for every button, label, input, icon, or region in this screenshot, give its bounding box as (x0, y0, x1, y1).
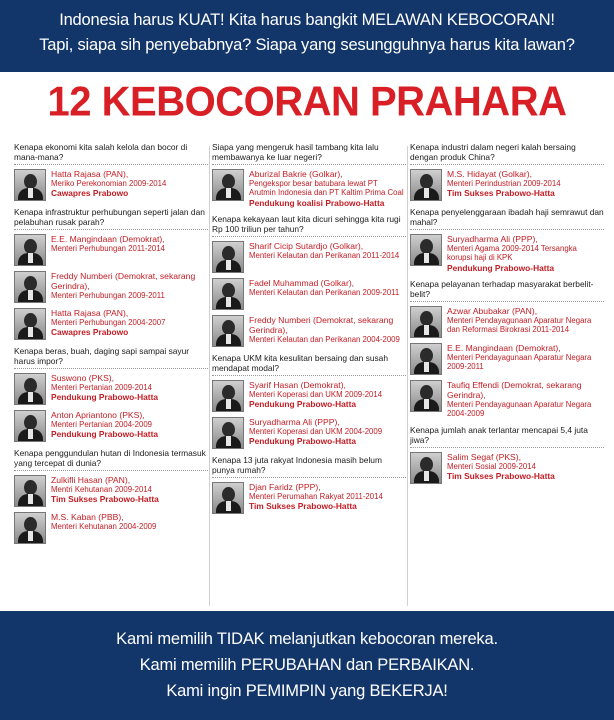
person-info (249, 241, 406, 260)
question-text: Kenapa penyelenggaraan ibadah haji semrawut dan mahal? (410, 207, 604, 230)
person-name: Azwar Abubakar (PAN), (447, 305, 538, 316)
person-position: Meriko Perekonomian 2009-2014 (51, 179, 167, 188)
person-info (447, 306, 604, 335)
person-name: Hatta Rajasa (PAN), (51, 169, 129, 179)
footer-line-3: Kami ingin PEMIMPIN yang BEKERJA! (166, 682, 448, 700)
person-name: Syarif Hasan (Demokrat), (249, 379, 346, 390)
person-info (51, 512, 208, 531)
person-position: Menteri Perhubungan 2011-2014 (51, 244, 165, 253)
person-name: E.E. Mangindaan (Demokrat), (447, 342, 561, 353)
person-entry (410, 452, 604, 484)
person-affiliation: Cawapres Prabowo (51, 327, 129, 338)
question-text: Kenapa kekayaan laut kita dicuri sehingga kita rugi Rp 100 triliun per tahun? (212, 214, 406, 237)
question-text: Siapa yang mengeruk hasil tambang kita lalu membawanya ke luar negeri? (212, 142, 406, 165)
question-section (14, 207, 208, 340)
person-position: Menteri Pendayagunaan Aparatur Negara 2004-2009 (447, 399, 592, 419)
person-name: Hatta Rajasa (PAN), (51, 308, 129, 318)
person-position: Menteri Pendayagunaan Aparatur Negara 2009-2011 (447, 352, 592, 372)
question-text: Kenapa penggundulan hutan di Indonesia termasuk yang tercepat di dunia? (14, 448, 208, 471)
column-1 (14, 142, 208, 610)
person-entry (212, 278, 406, 310)
person-name: Suryadharma Ali (PPP), (249, 416, 340, 427)
person-photo (14, 410, 46, 442)
person-entry (410, 169, 604, 201)
person-entry (212, 241, 406, 273)
person-entry (410, 234, 604, 273)
question-text: Kenapa jumlah anak terlantar mencapai 5,4 juta jiwa? (410, 425, 604, 448)
person-info (249, 315, 406, 344)
question-section (212, 353, 406, 449)
question-section (410, 279, 604, 419)
person-entry (212, 315, 406, 347)
person-info (447, 452, 604, 481)
person-name: Fadel Muhammad (Golkar), (249, 277, 355, 288)
person-position: Menteri Pendayagunaan Aparatur Negara dan Reformasi Birokrasi 2011-2014 (447, 315, 592, 335)
person-position: Menteri Pertanian 2004-2009 (51, 420, 152, 429)
person-affiliation: Tim Sukses Prabowo-Hatta (249, 501, 357, 512)
person-entry (410, 306, 604, 338)
person-position: Menteri Sosial 2009-2014 (447, 461, 536, 471)
person-affiliation: Pendukung Prabowo-Hatta (249, 399, 357, 410)
person-info (249, 482, 406, 511)
person-affiliation: Tim Sukses Prabowo-Hatta (447, 188, 555, 199)
person-name: M.S. Hidayat (Golkar), (447, 169, 533, 179)
question-text: Kenapa UKM kita kesulitan bersaing dan susah mendapat modal? (212, 353, 406, 376)
person-photo (14, 169, 46, 201)
person-info (51, 169, 208, 198)
person-position: Mentri Kehutanan 2009-2014 (51, 485, 153, 494)
person-name: Suryadharma Ali (PPP), (447, 234, 538, 244)
person-position: Menteri Kelautan dan Perikanan 2009-2011 (249, 287, 400, 297)
person-photo (212, 380, 244, 412)
question-section (212, 214, 406, 347)
person-position: Menteri Koperasi dan UKM 2009-2014 (249, 389, 383, 399)
person-info (51, 410, 208, 439)
person-photo (212, 315, 244, 347)
person-position: Menteri Perhubungan 2009-2011 (51, 291, 165, 300)
person-photo (212, 278, 244, 310)
person-photo (410, 343, 442, 375)
person-name: Aburizal Bakrie (Golkar), (249, 169, 343, 179)
person-affiliation: Pendukung Prabowo-Hatta (249, 436, 357, 447)
question-text: Kenapa ekonomi kita salah kelola dan bocor di mana-mana? (14, 142, 208, 165)
question-section (14, 142, 208, 201)
person-photo (212, 417, 244, 449)
person-photo (212, 482, 244, 514)
person-position: Pengekspor besar batubara lewat PT Arutmin Indonesia dan PT Kaltim Prima Coal (249, 179, 404, 198)
question-section (410, 207, 604, 273)
person-photo (410, 452, 442, 484)
person-entry (212, 482, 406, 514)
person-position: Menteri Perindustrian 2009-2014 (447, 179, 561, 188)
person-name: E.E. Mangindaan (Demokrat), (51, 234, 165, 244)
person-info (249, 169, 406, 208)
person-affiliation: Pendukung Prabowo-Hatta (51, 429, 159, 440)
question-section (212, 142, 406, 208)
question-section (14, 346, 208, 442)
person-entry (410, 343, 604, 375)
header-banner (0, 0, 614, 72)
question-text: Kenapa pelayanan terhadap masyarakat berbelit-belit? (410, 279, 604, 302)
person-info (249, 278, 406, 297)
person-affiliation: Tim Sukses Prabowo-Hatta (51, 494, 159, 505)
person-info (51, 475, 208, 504)
header-line-1: Indonesia harus KUAT! Kita harus bangkit MELAWAN KEBOCORAN! (59, 11, 555, 29)
person-info (447, 234, 604, 273)
question-section (410, 425, 604, 484)
columns-container (14, 142, 604, 610)
person-entry (14, 308, 208, 340)
person-info (51, 373, 208, 402)
question-section (410, 142, 604, 201)
person-photo (410, 306, 442, 338)
person-photo (14, 475, 46, 507)
person-entry (14, 234, 208, 266)
person-affiliation: Cawapres Prabowo (51, 188, 129, 199)
person-entry (410, 380, 604, 419)
person-info (447, 343, 604, 372)
person-info (249, 380, 406, 409)
person-entry (14, 271, 208, 303)
person-affiliation: Pendukung koalisi Prabowo-Hatta (249, 197, 385, 208)
person-name: Djan Faridz (PPP), (249, 481, 321, 492)
person-position: Menteri Koperasi dan UKM 2004-2009 (249, 426, 383, 436)
person-photo (212, 241, 244, 273)
person-entry (14, 410, 208, 442)
person-position: Menteri Agama 2009-2014 Tersangka korupsi haji di KPK (447, 244, 577, 263)
footer-line-2: Kami memilih PERUBAHAN dan PERBAIKAN. (139, 656, 475, 674)
person-entry (212, 169, 406, 208)
person-affiliation: Pendukung Prabowo-Hatta (447, 262, 555, 273)
person-entry (212, 417, 406, 449)
person-photo (14, 234, 46, 266)
person-entry (14, 169, 208, 201)
question-text: Kenapa industri dalam negeri kalah bersaing dengan produk China? (410, 142, 604, 165)
person-entry (14, 475, 208, 507)
question-text: Kenapa infrastruktur perhubungan seperti jalan dan pelabuhan rusak parah? (14, 207, 208, 230)
person-photo (410, 169, 442, 201)
person-name: Taufiq Effendi (Demokrat, sekarang Gerindra), (447, 379, 582, 400)
column-2 (212, 142, 406, 610)
person-name: Sharif Cicip Sutardjo (Golkar), (249, 240, 364, 251)
person-position: Menteri Kehutanan 2004-2009 (51, 522, 157, 531)
person-info (447, 169, 604, 198)
column-3 (410, 142, 604, 610)
person-position: Menteri Pertanian 2009-2014 (51, 383, 152, 392)
person-name: Freddy Numberi (Demokrat, sekarang Gerindra), (249, 314, 394, 335)
person-name: M.S. Kaban (PBB), (51, 512, 124, 522)
person-entry (212, 380, 406, 412)
person-affiliation: Pendukung Prabowo-Hatta (51, 392, 159, 403)
footer-banner (0, 611, 614, 720)
person-name: Freddy Numberi (Demokrat, sekarang Gerindra), (51, 271, 196, 291)
person-position: Menteri Perumahan Rakyat 2011-2014 (249, 491, 383, 501)
person-photo (14, 512, 46, 544)
person-entry (14, 373, 208, 405)
person-position: Menteri Kelautan dan Perikanan 2011-2014 (249, 250, 400, 260)
person-info (249, 417, 406, 446)
person-entry (14, 512, 208, 544)
person-info (51, 271, 208, 300)
person-name: Suswono (PKS), (51, 373, 115, 383)
question-text: Kenapa beras, buah, daging sapi sampai sayur harus impor? (14, 346, 208, 369)
person-photo (14, 373, 46, 405)
question-text: Kenapa 13 juta rakyat Indonesia masih belum punya rumah? (212, 455, 406, 478)
person-affiliation: Tim Sukses Prabowo-Hatta (447, 471, 555, 482)
header-line-2: Tapi, siapa sih penyebabnya? Siapa yang sesungguhnya harus kita lawan? (39, 36, 575, 54)
person-photo (14, 271, 46, 303)
person-photo (410, 234, 442, 266)
person-info (51, 308, 208, 337)
question-section (14, 448, 208, 544)
person-photo (212, 169, 244, 201)
person-position: Menteri Kelautan dan Perikanan 2004-2009 (249, 334, 400, 344)
person-name: Zulkifli Hasan (PAN), (51, 475, 131, 485)
question-section (212, 455, 406, 514)
person-info (51, 234, 208, 253)
person-info (447, 380, 604, 419)
footer-line-1: Kami memilih TIDAK melanjutkan kebocoran mereka. (116, 630, 498, 648)
person-name: Anton Apriantono (PKS), (51, 410, 145, 420)
main-title: 12 KEBOCORAN PRAHARA (47, 78, 567, 126)
person-position: Menteri Perhubungan 2004-2007 (51, 318, 166, 327)
person-photo (410, 380, 442, 412)
person-photo (14, 308, 46, 340)
person-name: Salim Segaf (PKS), (447, 451, 522, 462)
